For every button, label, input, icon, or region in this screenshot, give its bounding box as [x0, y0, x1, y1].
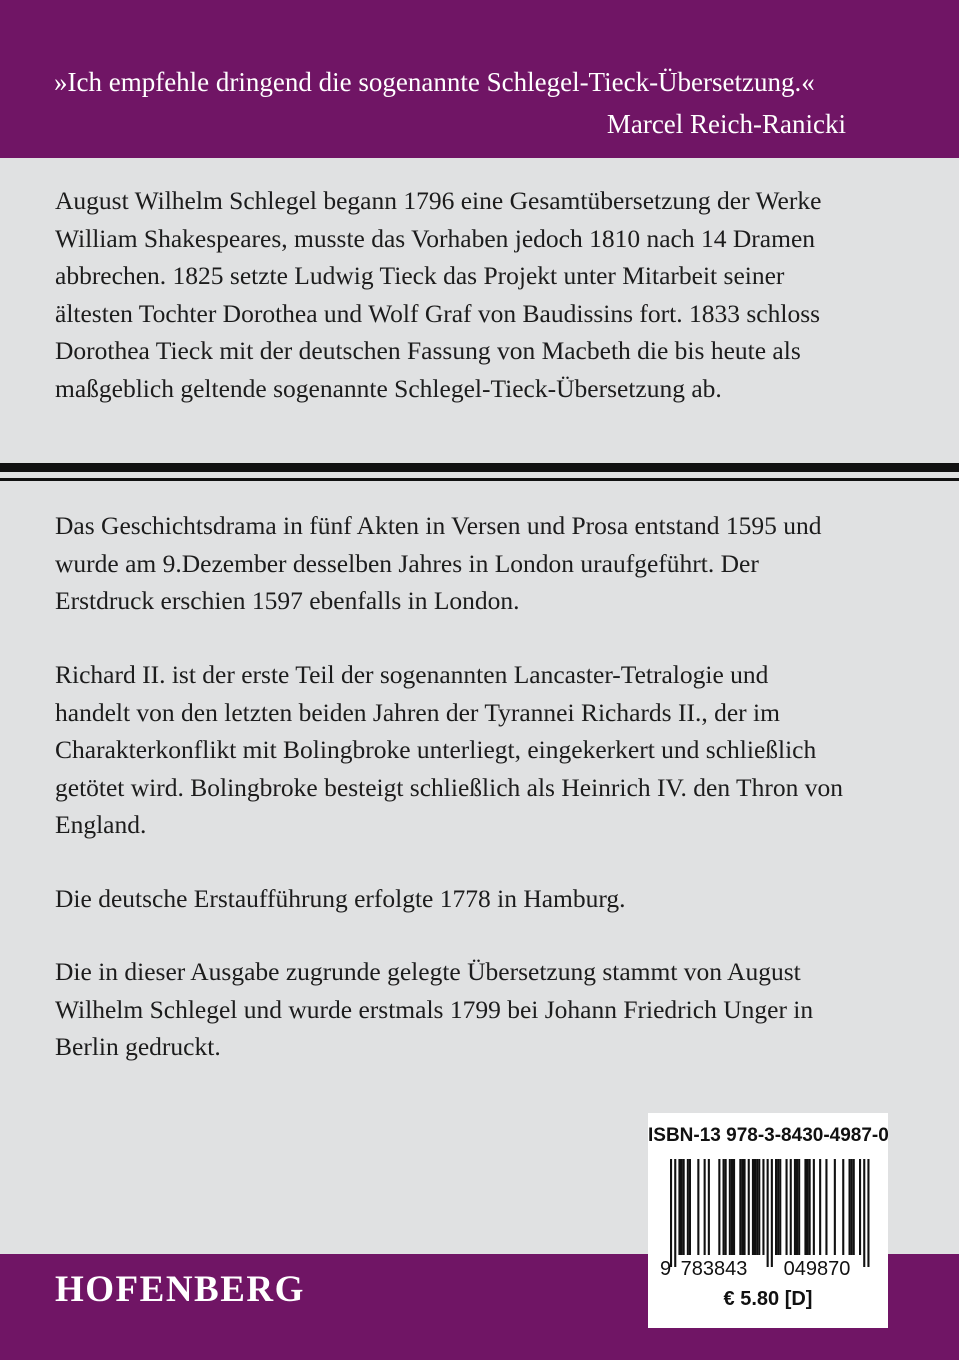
price-label: € 5.80 [D]	[723, 1288, 813, 1310]
barcode-bar	[758, 1159, 760, 1255]
barcode-bar	[859, 1159, 861, 1255]
description-line: Erstdruck erschien 1597 ebenfalls in London.	[55, 586, 520, 615]
barcode-bar	[807, 1159, 809, 1255]
barcode-bar	[708, 1159, 710, 1255]
barcode-bar	[729, 1159, 731, 1255]
description-line: Die deutsche Erstaufführung erfolgte 1778 in Hamburg.	[55, 884, 626, 913]
barcode-bar	[697, 1159, 699, 1255]
barcode-bar	[809, 1159, 811, 1255]
barcode-right-digits: 049870	[783, 1258, 851, 1280]
description-line: Berlin gedruckt.	[55, 1032, 221, 1061]
description-line: handelt von den letzten beiden Jahren der Tyrannei Richards II., der im	[55, 697, 780, 727]
barcode-bar	[725, 1159, 727, 1255]
barcode-bar	[790, 1159, 792, 1255]
intro-line: Dorothea Tieck mit der deutschen Fassung von Macbeth die bis heute als	[55, 336, 801, 365]
barcode-bar	[748, 1159, 750, 1255]
barcode-lead-digit: 9	[660, 1258, 672, 1280]
barcode-left-digits: 783843	[680, 1258, 748, 1280]
barcode-bar	[863, 1159, 865, 1267]
barcode-bar	[704, 1159, 706, 1255]
description-line: Wilhelm Schlegel und wurde erstmals 1799 bei Johann Friedrich Unger in	[55, 994, 814, 1024]
section-divider-thick	[0, 463, 959, 472]
barcode-bar	[804, 1159, 806, 1255]
barcode-bar	[853, 1159, 855, 1255]
intro-line: ältesten Tochter Dorothea und Wolf Graf von Baudissins fort. 1833 schloss	[55, 298, 821, 328]
barcode-bar	[678, 1159, 680, 1255]
barcode-bar	[771, 1159, 773, 1267]
barcode-bar	[786, 1159, 788, 1255]
quote-author: Marcel Reich-Ranicki	[606, 109, 846, 139]
barcode-bar	[744, 1159, 746, 1255]
description-line: Richard II. ist der erste Teil der sogenannten Lancaster-Tetralogie und	[55, 660, 769, 689]
barcode-bar	[674, 1159, 676, 1267]
intro-line: abbrechen. 1825 setzte Ludwig Tieck das Projekt unter Mitarbeit seiner	[55, 261, 785, 290]
barcode-bar	[775, 1159, 777, 1255]
barcode-bar	[739, 1159, 741, 1255]
barcode-bar	[723, 1159, 725, 1255]
barcode-label	[648, 1113, 888, 1328]
description-line: wurde am 9.Dezember desselben Jahres in London uraufgeführt. Der	[55, 548, 759, 578]
barcode-bar	[825, 1159, 827, 1255]
barcode-bars	[670, 1159, 870, 1267]
description-line: Das Geschichtsdrama in fünf Akten in Versen und Prosa entstand 1595 und	[55, 511, 822, 540]
barcode-bar	[813, 1159, 815, 1255]
barcode-bar	[767, 1159, 769, 1267]
quote-text: »Ich empfehle dringend die sogenannte Schlegel-Tieck-Übersetzung.«	[54, 67, 815, 97]
barcode-bar	[762, 1159, 764, 1255]
description-line: England.	[55, 810, 147, 839]
barcode-bar	[779, 1159, 781, 1255]
barcode-bar	[718, 1159, 720, 1255]
barcode-bar	[741, 1159, 743, 1255]
barcode-bar	[731, 1159, 733, 1255]
barcode-graphic	[658, 1157, 878, 1282]
publisher-name: HOFENBERG	[55, 1269, 305, 1310]
barcode-bar	[867, 1159, 869, 1267]
intro-line: maßgeblich geltende sogenannte Schlegel-Tieck-Übersetzung ab.	[55, 373, 722, 403]
barcode-bar	[842, 1159, 844, 1255]
description-line: Charakterkonflikt mit Bolingbroke unterliegt, eingekerkert und schließlich	[55, 735, 817, 764]
barcode-bar	[794, 1159, 796, 1255]
barcode-bar	[819, 1159, 821, 1255]
description-line: getötet wird. Bolingbroke besteigt schließlich als Heinrich IV. den Thron von	[55, 772, 843, 802]
barcode-bar	[796, 1159, 798, 1255]
barcode-bar	[689, 1159, 691, 1255]
barcode-bar	[777, 1159, 779, 1255]
barcode-bar	[681, 1159, 683, 1255]
barcode-bar	[687, 1159, 689, 1255]
barcode-bar	[683, 1159, 685, 1255]
barcode-bar	[733, 1159, 735, 1255]
description-line: Die in dieser Ausgabe zugrunde gelegte Übersetzung stammt von August	[55, 957, 801, 986]
barcode-bar	[834, 1159, 836, 1255]
barcode-bar	[670, 1159, 672, 1267]
intro-line: August Wilhelm Schlegel begann 1796 eine Gesamtübersetzung der Werke	[55, 186, 822, 215]
intro-line: William Shakespeares, musste das Vorhaben jedoch 1810 nach 14 Dramen	[55, 223, 816, 253]
barcode-bar	[756, 1159, 758, 1255]
isbn-number: ISBN-13 978-3-8430-4987-0	[648, 1125, 889, 1146]
quote-band	[0, 0, 959, 158]
barcode-bar	[851, 1159, 853, 1255]
barcode-bar	[752, 1159, 754, 1255]
section-divider-thin	[0, 478, 959, 481]
barcode-bar	[798, 1159, 800, 1255]
barcode-bar	[849, 1159, 851, 1255]
barcode-bar	[754, 1159, 756, 1255]
